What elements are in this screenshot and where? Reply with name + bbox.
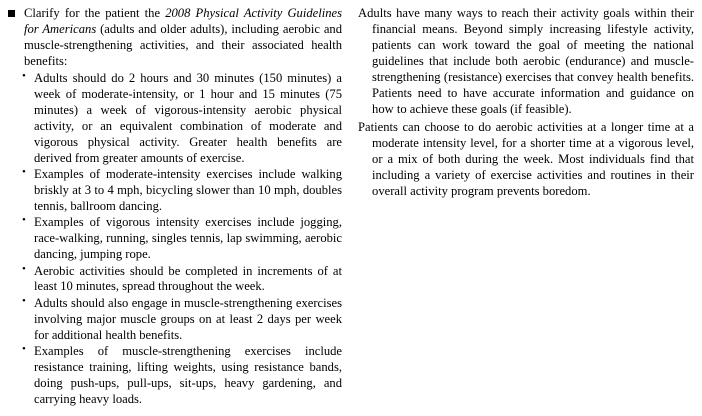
left-column [8, 6, 348, 408]
sub-bullet-list [8, 71, 342, 408]
list-item: • Examples of muscle-strengthening exercises include resistance training, lifting weights, using resistance bands, doing push-ups, pull-ups, sit-ups, heavy gardening, and carrying heavy loads. [22, 344, 342, 408]
right-column [348, 6, 694, 200]
lead-paragraph [24, 6, 342, 70]
lead-bullet-block [8, 6, 342, 70]
list-item: • Adults should do 2 hours and 30 minutes (150 minutes) a week of moderate-intensity, or 1 hour and 15 minutes (75 minutes) a week of vigorous-intensity aerobic physical activity, or an equivalent combination of moderate and vigorous physical activity. Greater health benefits are derived from greater amounts of exercise. [22, 71, 342, 167]
lead-text-part2: (adults and older adults), including aerobic and muscle-strengthening activities, and their associated health benefits: [24, 21, 343, 68]
list-item: • Examples of moderate-intensity exercises include walking briskly at 3 to 4 mph, bicycling slower than 10 mph, doubles tennis, ballroom dancing. [22, 167, 342, 215]
lead-text-part1: Clarify for the patient the [24, 6, 166, 20]
square-bullet-icon [8, 6, 19, 17]
paragraph: Patients can choose to do aerobic activities at a longer time at a moderate intensity level, for a shorter time at a vigorous level, or a mix of both during the week. Most individuals find that including a variety of exercise activities and routines in their overall activity program prevents boredom. [358, 119, 694, 198]
paragraph: Adults have many ways to reach their activity goals within their financial means. Beyond simply increasing lifestyle activity, patients can work toward the goal of meeting the national guidelines that include both aerobic (endurance) and muscle-strengthening (resistance) exercises that convey health benefits. Patients need to have accurate information and guidance on how to achieve these goals (if feasible). [358, 6, 694, 116]
guidelines-title: 2008 Physical Activity Guidelines for Americans [24, 6, 343, 36]
list-item: • Aerobic activities should be completed in increments of at least 10 minutes, spread throughout the week. [22, 264, 342, 296]
list-item: • Examples of vigorous intensity exercises include jogging, race-walking, running, singles tennis, lap swimming, aerobic dancing, jumping rope. [22, 215, 342, 263]
list-item: • Adults should also engage in muscle-strengthening exercises involving major muscle groups on at least 2 days per week for additional health benefits. [22, 296, 342, 344]
